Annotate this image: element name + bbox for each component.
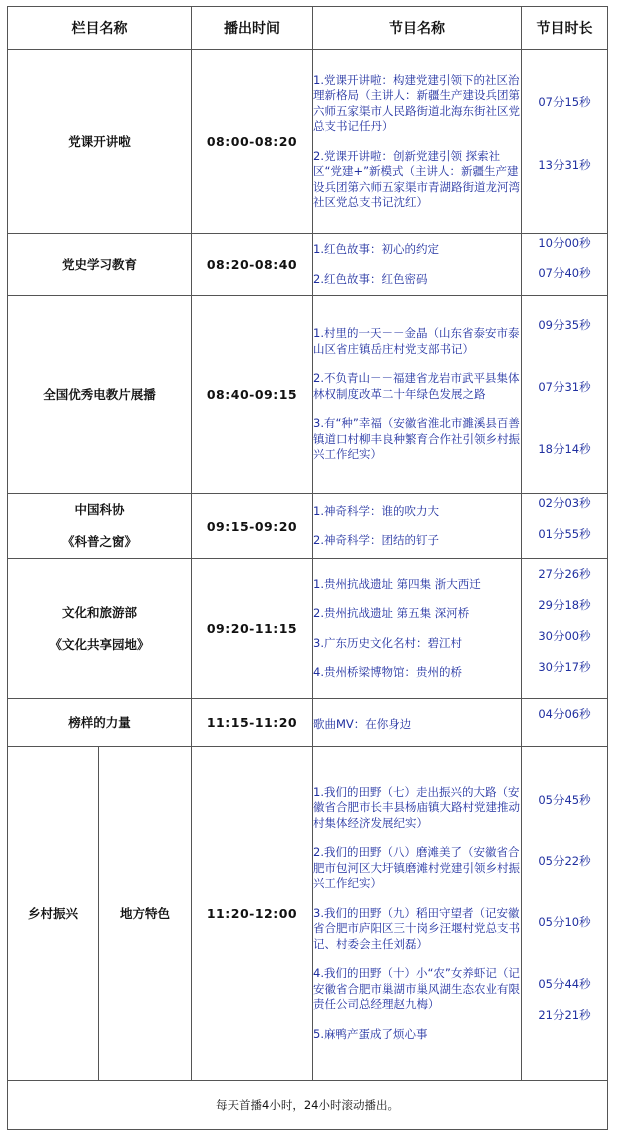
duration-value: 02分03秒 — [538, 496, 591, 510]
header-program-name: 节目名称 — [313, 7, 522, 50]
duration-value: 07分15秒 — [538, 95, 591, 109]
program-cell — [313, 234, 522, 296]
program-item: 2.红色故事：红色密码 — [313, 271, 428, 286]
program-item: 3.有“种”幸福（安徽省淮北市濉溪县百善镇道口村柳丰良种繁育合作社引领乡村振兴工作纪实） — [313, 416, 520, 462]
program-item: 4.贵州桥梁博物馆：贵州的桥 — [313, 665, 462, 679]
table-row — [8, 494, 608, 559]
air-time-cell: 08:40-09:15 — [192, 296, 313, 494]
column-name-cell: 党课开讲啦 — [8, 50, 192, 234]
program-cell — [313, 559, 522, 699]
duration-value: 10分00秒 — [538, 236, 591, 250]
duration-value: 07分40秒 — [538, 266, 591, 280]
air-time-cell: 08:20-08:40 — [192, 234, 313, 296]
duration-value: 29分18秒 — [538, 598, 591, 612]
table-row — [8, 50, 608, 234]
duration-value: 05分44秒 — [538, 977, 591, 991]
duration-value: 01分55秒 — [538, 527, 591, 541]
duration-cell — [522, 50, 608, 234]
program-item: 1.党课开讲啦：构建党建引领下的社区治理新格局（主讲人：新疆生产建设兵团第六师五家渠市人民路街道北海东街社区党总支书记任丹） — [313, 72, 520, 133]
duration-value: 09分35秒 — [538, 318, 591, 332]
program-item: 5.麻鸭产蛋成了烦心事 — [313, 1026, 428, 1041]
air-time-cell: 09:20-11:15 — [192, 559, 313, 699]
table-row — [8, 699, 608, 747]
program-item: 2.不负青山－－福建省龙岩市武平县集体林权制度改革二十年绿色发展之路 — [313, 371, 520, 401]
program-cell — [313, 296, 522, 494]
header-duration: 节目时长 — [522, 7, 608, 50]
column-name-cell: 党史学习教育 — [8, 234, 192, 296]
duration-value: 04分06秒 — [538, 707, 591, 721]
program-item: 2.党课开讲啦：创新党建引领 探索社区“党建+”新模式（主讲人：新疆生产建设兵团第六师五家渠市青湖路街道龙河湾社区党总支书记沈红） — [313, 148, 520, 209]
table-row — [8, 559, 608, 699]
duration-value: 21分21秒 — [538, 1008, 591, 1022]
subcolumn-name-cell: 地方特色 — [99, 747, 192, 1081]
program-item: 1.红色故事：初心的约定 — [313, 242, 439, 256]
program-cell — [313, 50, 522, 234]
program-cell — [313, 494, 522, 559]
column-name-cell: 全国优秀电教片展播 — [8, 296, 192, 494]
air-time-cell: 09:15-09:20 — [192, 494, 313, 559]
duration-cell — [522, 494, 608, 559]
duration-value: 30分00秒 — [538, 629, 591, 643]
program-item: 3.广东历史文化名村：碧江村 — [313, 635, 462, 650]
footer-row — [8, 1081, 608, 1130]
program-item: 1.村里的一天－－金晶（山东省泰安市泰山区省庄镇岳庄村党支部书记） — [313, 326, 520, 356]
program-item: 1.我们的田野（七）走出振兴的大路（安徽省合肥市长丰县杨庙镇大路村党建推动村集体经济发展纪实） — [313, 784, 520, 830]
header-column-name: 栏目名称 — [8, 7, 192, 50]
program-item: 3.我们的田野（九）稻田守望者（记安徽省合肥市庐阳区三十岗乡汪堰村党总支书记、村委会主任刘磊） — [313, 905, 520, 951]
program-item: 1.神奇科学：谁的吹力大 — [313, 503, 439, 518]
table-row — [8, 747, 608, 1081]
header-air-time: 播出时间 — [192, 7, 313, 50]
program-item: 歌曲MV：在你身边 — [313, 716, 412, 731]
duration-value: 30分17秒 — [538, 660, 591, 674]
duration-value: 13分31秒 — [538, 158, 591, 172]
duration-value: 05分10秒 — [538, 915, 591, 929]
air-time-cell: 11:20-12:00 — [192, 747, 313, 1081]
program-item: 2.贵州抗战遗址 第五集 深河桥 — [313, 606, 470, 620]
duration-value: 05分22秒 — [538, 854, 591, 868]
air-time-cell: 11:15-11:20 — [192, 699, 313, 747]
duration-cell — [522, 234, 608, 296]
duration-value: 07分31秒 — [538, 380, 591, 394]
footer-note: 每天首播4小时，24小时滚动播出。 — [8, 1081, 608, 1130]
program-item: 2.我们的田野（八）磨滩美了（安徽省合肥市包河区大圩镇磨滩村党建引领乡村振兴工作纪实） — [313, 845, 520, 891]
program-cell — [313, 699, 522, 747]
duration-cell — [522, 699, 608, 747]
column-name-cell: 中国科协 《科普之窗》 — [8, 494, 192, 559]
duration-cell — [522, 296, 608, 494]
column-name-cell: 乡村振兴 — [8, 747, 99, 1081]
schedule-table — [7, 6, 608, 1130]
program-item: 4.我们的田野（十）小“农”女养虾记（记安徽省合肥市巢湖市巢风湖生态农业有限责任公司总经理赵九梅） — [313, 966, 520, 1012]
duration-cell — [522, 747, 608, 1081]
program-item: 1.贵州抗战遗址 第四集 浙大西迁 — [313, 576, 481, 591]
column-name-cell: 榜样的力量 — [8, 699, 192, 747]
column-name-cell: 文化和旅游部 《文化共享园地》 — [8, 559, 192, 699]
duration-value: 05分45秒 — [538, 793, 591, 807]
duration-value: 18分14秒 — [538, 442, 591, 456]
duration-value: 27分26秒 — [538, 567, 591, 581]
program-item: 2.神奇科学：团结的钉子 — [313, 533, 439, 547]
table-row — [8, 234, 608, 296]
air-time-cell: 08:00-08:20 — [192, 50, 313, 234]
header-row — [8, 7, 608, 50]
table-row — [8, 296, 608, 494]
duration-cell — [522, 559, 608, 699]
program-cell — [313, 747, 522, 1081]
